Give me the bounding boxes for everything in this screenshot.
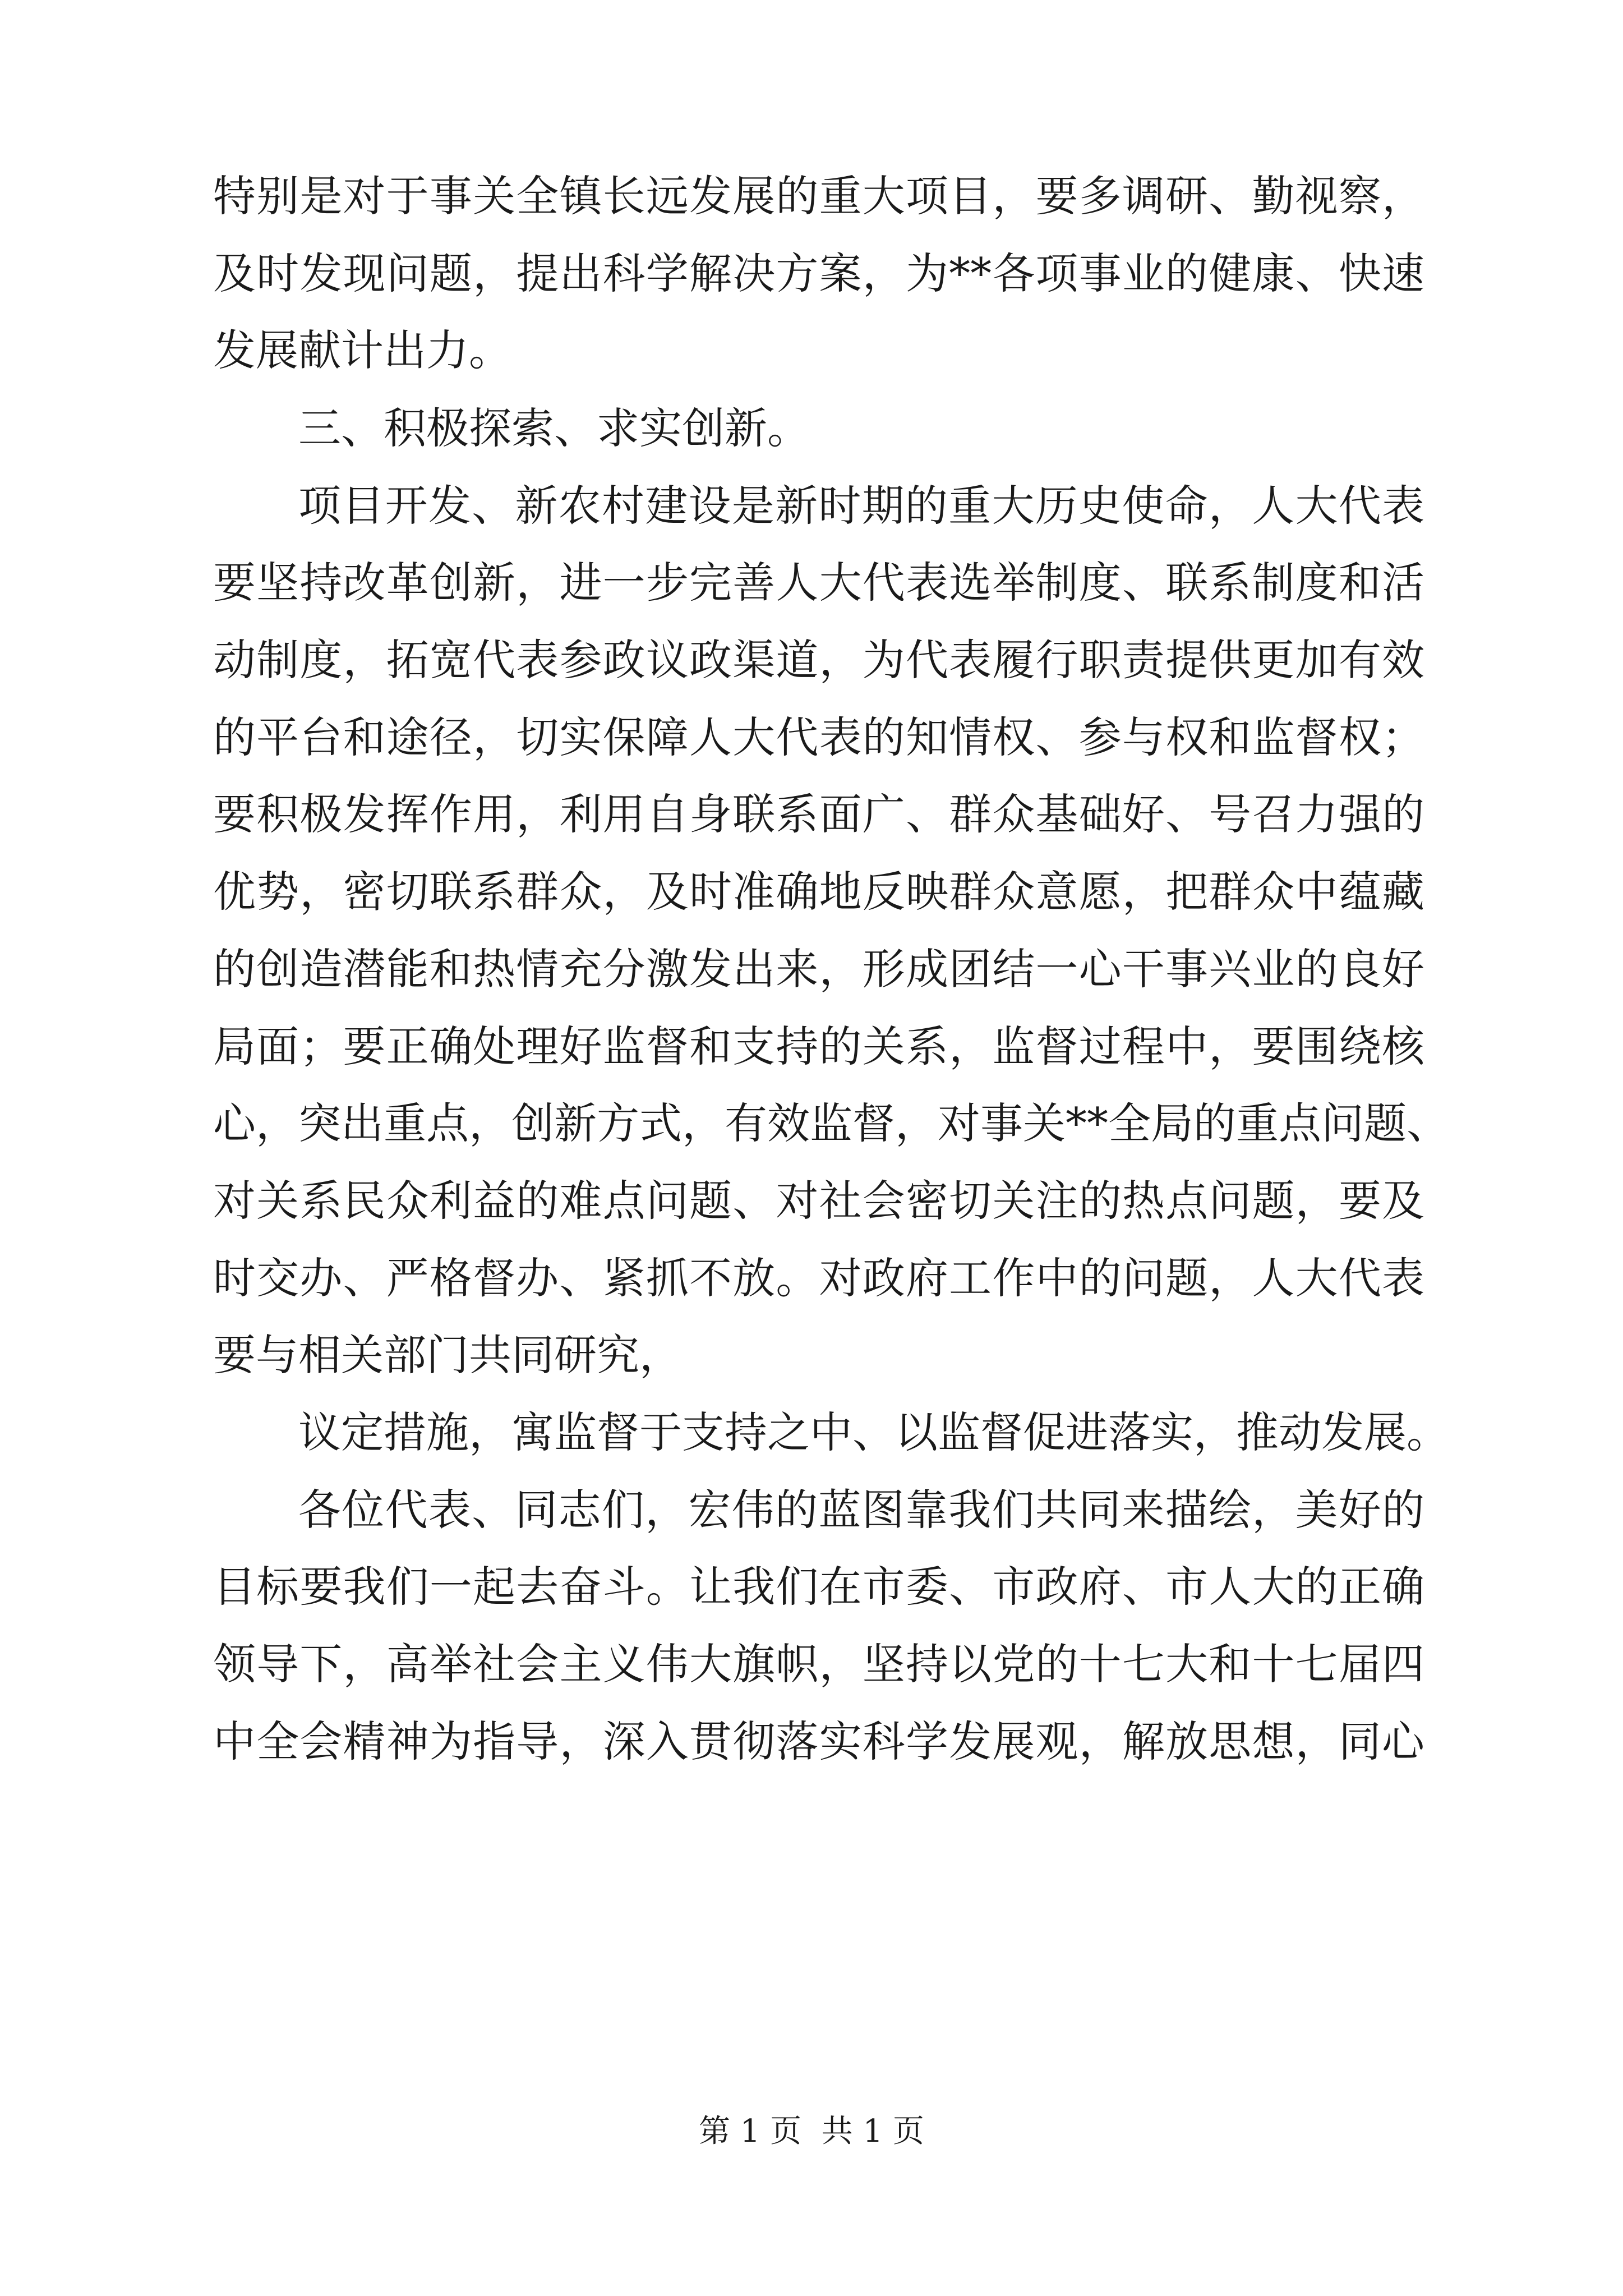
body-line: 对关系民众利益的难点问题、对社会密切关注的热点问题，要及 xyxy=(213,1176,1424,1226)
body-line: 要积极发挥作用，利用自身联系面广、群众基础好、号召力强的 xyxy=(213,789,1424,839)
body-line: 局面；要正确处理好监督和支持的关系，监督过程中，要围绕核 xyxy=(213,1022,1424,1071)
section-heading: 三、积极探索、求实创新。 xyxy=(298,403,810,453)
body-line: 及时发现问题，提出科学解决方案，为**各项事业的健康、快速 xyxy=(213,249,1424,298)
body-line: 中全会精神为指导，深入贯彻落实科学发展观，解放思想，同心 xyxy=(213,1717,1424,1766)
body-line: 各位代表、同志们，宏伟的蓝图靠我们共同来描绘，美好的 xyxy=(298,1485,1424,1535)
body-line: 发展献计出力。 xyxy=(213,325,511,375)
body-line: 动制度，拓宽代表参政议政渠道，为代表履行职责提供更加有效 xyxy=(213,635,1424,685)
page-footer: 第 1 页 共 1 页 xyxy=(698,2113,925,2150)
body-line: 优势，密切联系群众，及时准确地反映群众意愿，把群众中蕴藏 xyxy=(213,867,1424,917)
body-line: 目标要我们一起去奋斗。让我们在市委、市政府、市人大的正确 xyxy=(213,1562,1424,1612)
body-line: 时交办、严格督办、紧抓不放。对政府工作中的问题，人大代表 xyxy=(213,1253,1424,1303)
body-line: 的平台和途径，切实保障人大代表的知情权、参与权和监督权； xyxy=(213,712,1424,762)
body-line: 领导下，高举社会主义伟大旗帜，坚持以党的十七大和十七届四 xyxy=(213,1639,1424,1689)
body-line: 心，突出重点，创新方式，有效监督，对事关**全局的重点问题、 xyxy=(213,1098,1449,1148)
body-line: 要与相关部门共同研究， xyxy=(213,1330,682,1380)
body-line: 要坚持改革创新，进一步完善人大代表选举制度、联系制度和活 xyxy=(213,558,1424,608)
body-line: 项目开发、新农村建设是新时期的重大历史使命，人大代表 xyxy=(298,481,1424,531)
body-line: 的创造潜能和热情充分激发出来，形成团结一心干事兴业的良好 xyxy=(213,944,1424,994)
body-line: 特别是对于事关全镇长远发展的重大项目，要多调研、勤视察， xyxy=(213,171,1424,221)
body-line: 议定措施，寓监督于支持之中、以监督促进落实，推动发展。 xyxy=(298,1407,1449,1457)
